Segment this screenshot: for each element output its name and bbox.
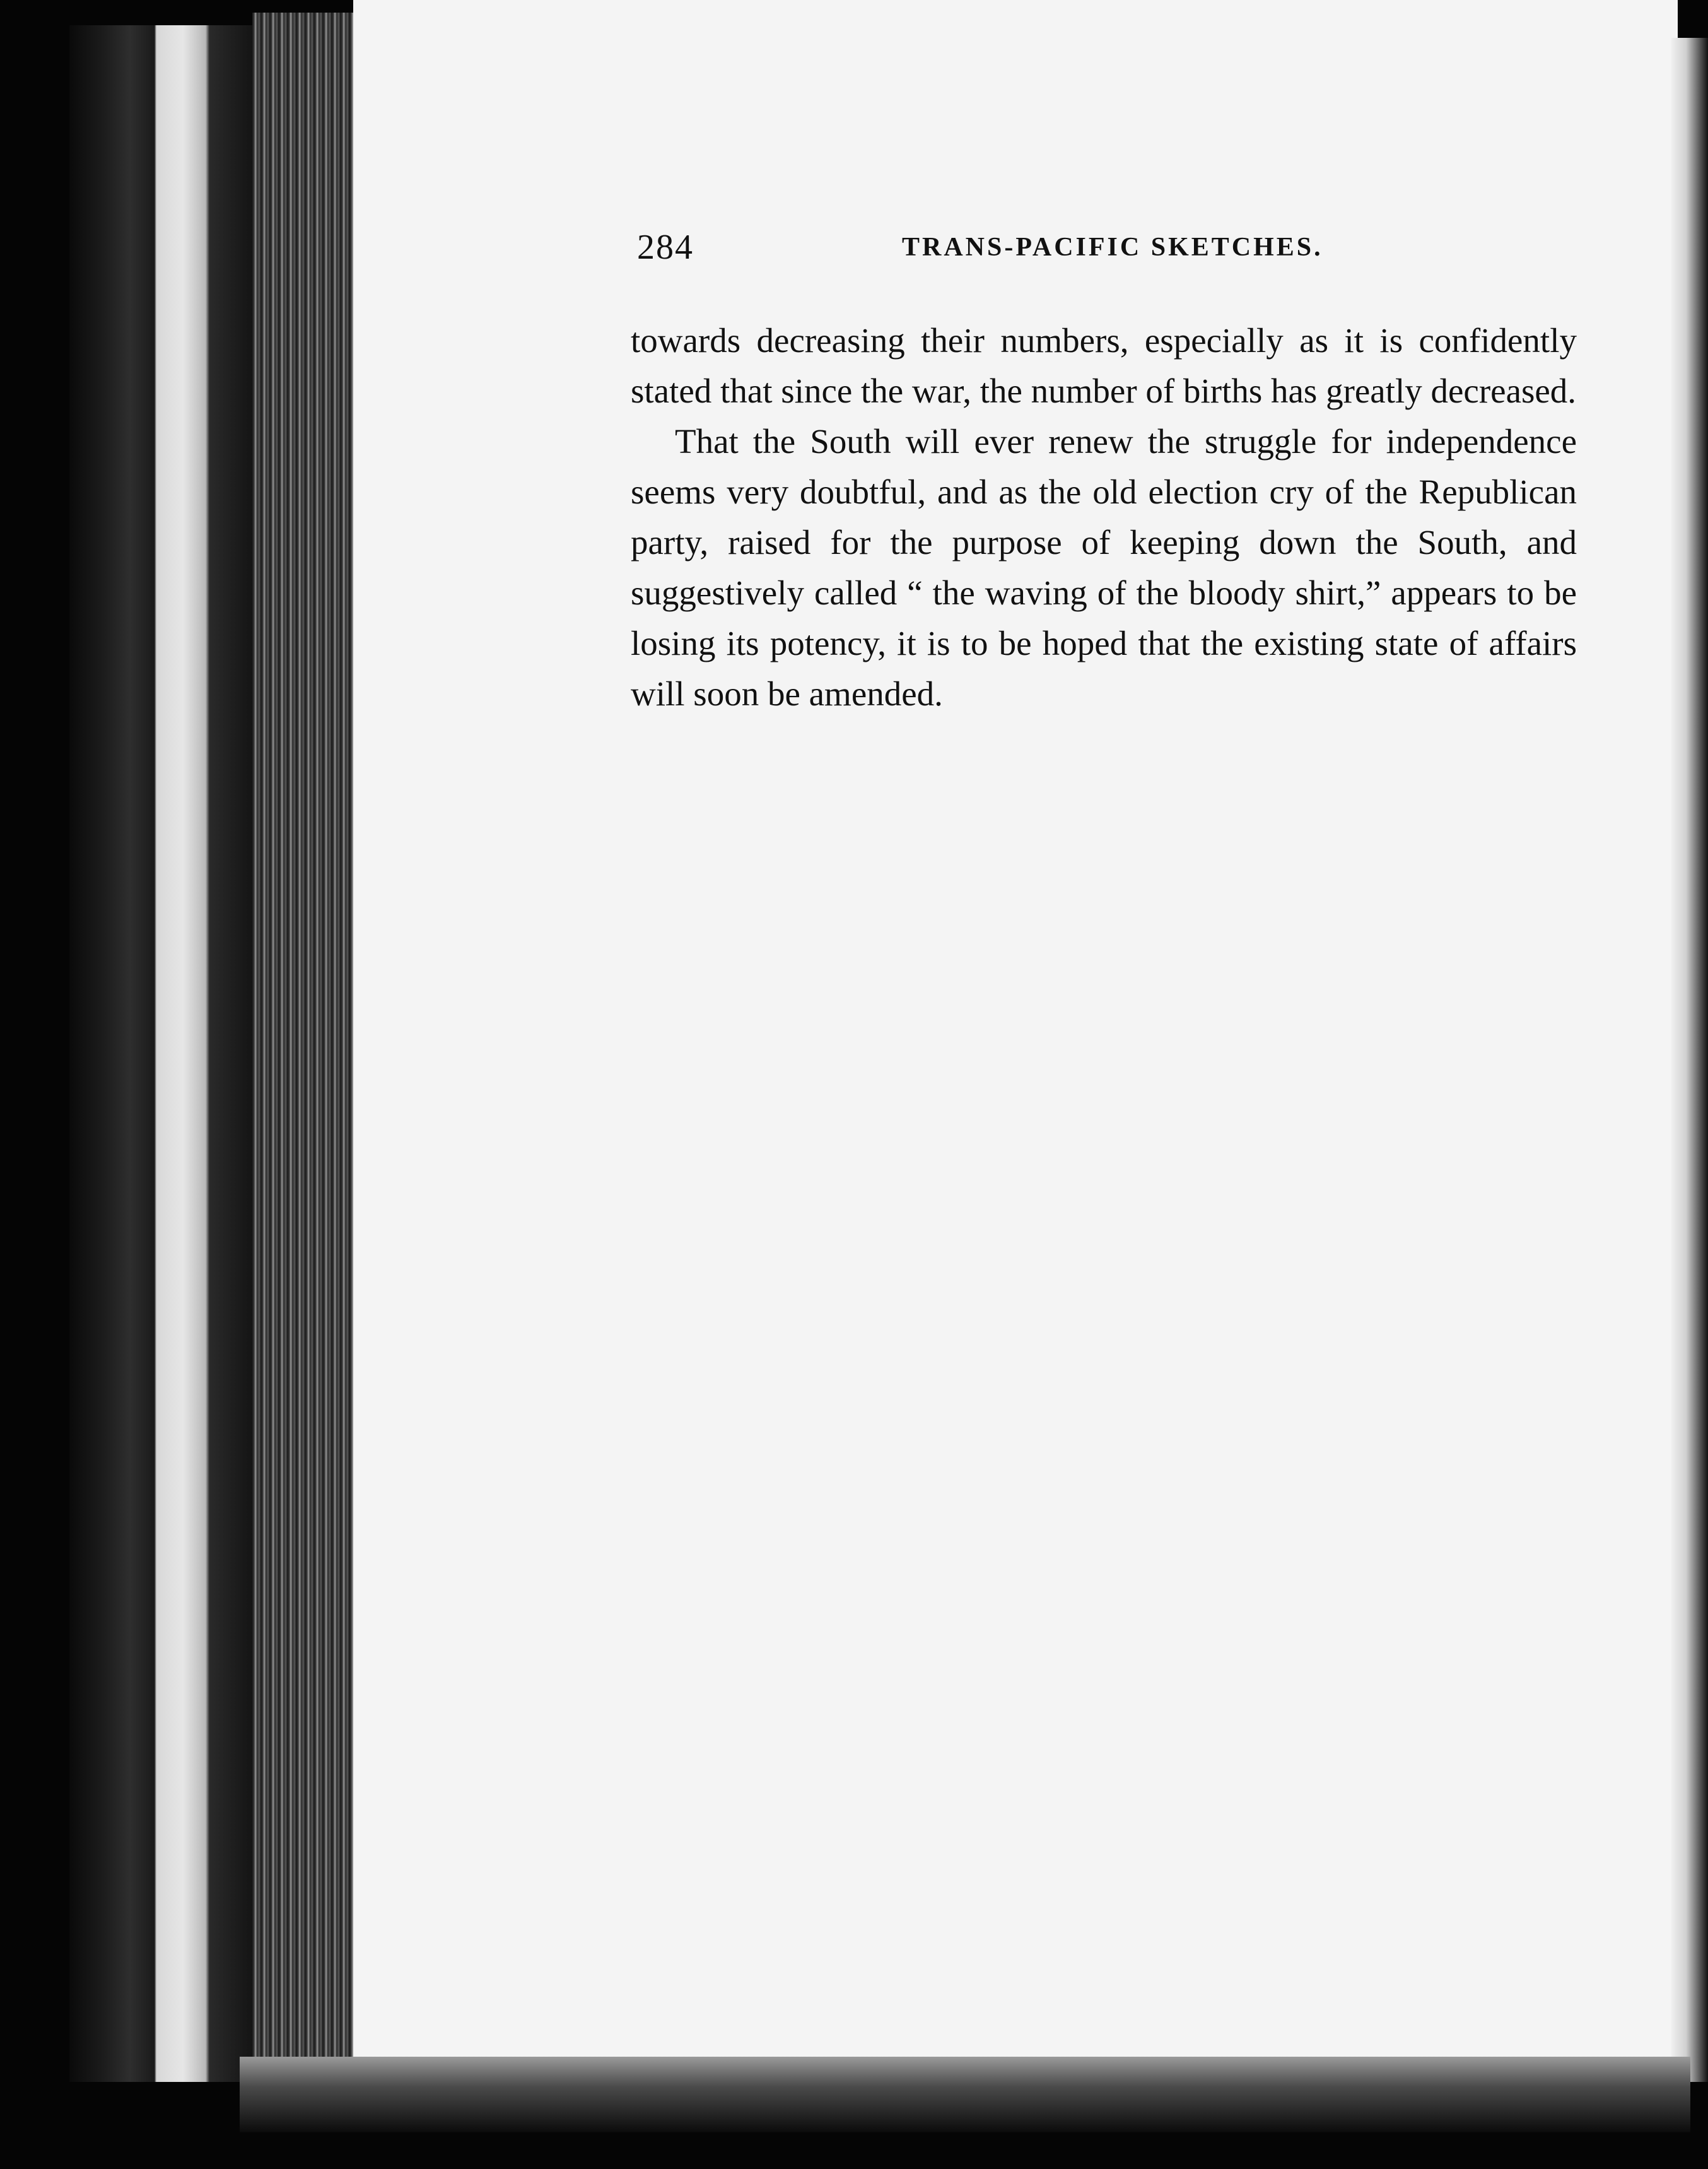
paragraph: That the South will ever renew the struggle for independence seems very doubtful, and as the old election cry of the Republican party, raised for the purpose of keeping down the South, and suggestively called “ the waving of the bloody shirt,” appears to be losing its potency, it is to be hoped that the existing state of affairs will soon be amended.: [631, 422, 1577, 713]
page-edge-stack: [252, 13, 360, 2095]
book-page: [353, 0, 1678, 2069]
page-number: 284: [637, 228, 694, 267]
paragraph-continuation: towards decreasing their numbers, especially as it is confidently stated that since the war, the number of births has greatly decreased.: [631, 321, 1577, 410]
page-right-edge: [1671, 38, 1708, 2082]
page-header: [637, 227, 1323, 278]
book-bottom-shadow: [240, 2057, 1690, 2132]
running-head: TRANS-PACIFIC SKETCHES.: [902, 233, 1323, 262]
book-binding: [69, 25, 259, 2082]
body-text: [631, 315, 1577, 719]
